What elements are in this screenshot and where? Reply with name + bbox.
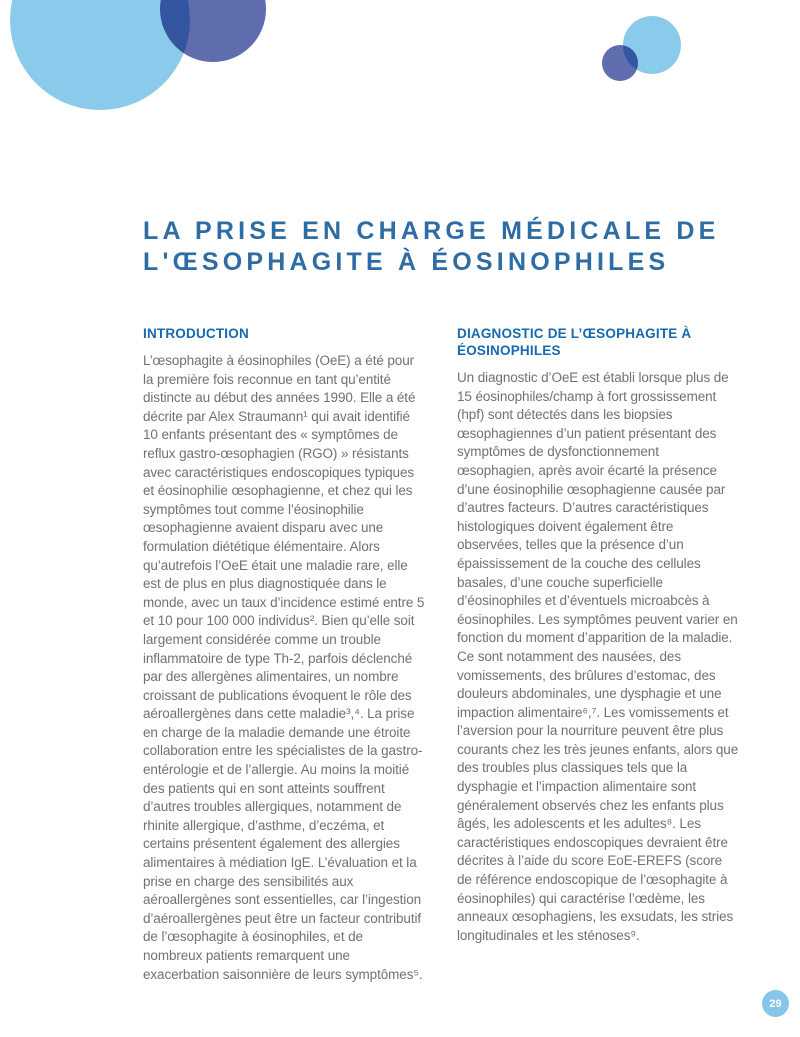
- page-number-badge: [762, 990, 789, 1017]
- section-body-diagnostic: Un diagnostic d’OeE est établi lorsque plus de 15 éosinophiles/champ à fort grossissement (hpf) sont détectés dans les biopsies œsophagiennes d’un patient présentant des symptômes de dysfonctionnement œsophagien, après avoir écarté la présence d’une éosinophilie œsophagienne causée par d’autres facteurs. D’autres caractéristiques histologiques doivent également être observées, telles que la présence d’un épaississement de la couche des cellules basales, d’une couche superficielle d’éosinophiles et d’éventuels microabcès à éosinophiles. Les symptômes peuvent varier en fonction du moment d’apparition de la maladie. Ce sont notamment des nausées, des vomissements, des brûlures d’estomac, des douleurs abdominales, une dysphagie et une impaction alimentaire⁶,⁷. Les vomissements et l’aversion pour la nourriture peuvent être plus courants chez les très jeunes enfants, alors que des troubles plus classiques tels que la dysphagie et l’impaction alimentaire sont généralement observés chez les enfants plus âgés, les adolescents et les adultes⁸. Les caractéristiques endoscopiques devraient être décrites à l’aide du score EoE-EREFS (score de référence endoscopique de l’œsophagite à éosinophiles) qui caractérise l’œdème, les anneaux œsophagiens, les exsudats, les stries longitudinales et les sténoses⁹.: [457, 370, 739, 943]
- section-diagnostic: [457, 325, 739, 984]
- section-heading-introduction: INTRODUCTION: [143, 326, 249, 341]
- page-title: [143, 216, 763, 278]
- page-title-line-1: LA PRISE EN CHARGE MÉDICALE DE: [143, 217, 720, 245]
- page-title-line-2: L'ŒSOPHAGITE À ÉOSINOPHILES: [143, 248, 670, 276]
- two-column-body: [143, 325, 739, 984]
- section-introduction: [143, 325, 425, 984]
- section-heading-diagnostic: DIAGNOSTIC DE L’ŒSOPHAGITE À ÉOSINOPHILES: [457, 326, 692, 358]
- section-body-introduction: L’œsophagite à éosinophiles (OeE) a été pour la première fois reconnue en tant qu’entité distincte au début des années 1990. Elle a été décrite par Alex Straumann¹ qui avait identifié 10 enfants présentant des « symptômes de reflux gastro-œsophagien (RGO) » résistants avec caractéristiques endoscopiques typiques et éosinophilie œsophagienne, et chez qui les symptômes tout comme l’éosinophilie œsophagienne avaient disparu avec une formulation diététique élémentaire. Alors qu’autrefois l’OeE était une maladie rare, elle est de plus en plus diagnostiquée dans le monde, avec un taux d’incidence estimé entre 5 et 10 pour 100 000 individus². Bien qu’elle soit largement considérée comme un trouble inflammatoire de type Th-2, parfois déclenché par des allergènes alimentaires, un nombre croissant de publications évoquent le rôle des aéroallergènes dans cette maladie³,⁴. La prise en charge de la maladie demande une étroite collaboration entre les spécialistes de la gastro-entérologie et de l’allergie. Au moins la moitié des patients qui en sont atteints souffrent d’autres troubles allergiques, notamment de rhinite allergique, d’asthme, d’eczéma, et certains présentent également des allergies alimentaires à médiation IgE. L’évaluation et la prise en charge des sensibilités aux aéroallergènes sont essentielles, car l’ingestion d’aéroallergènes peut être un facteur contributif de l’œsophagite à éosinophiles, et de nombreux patients remarquent une exacerbation saisonnière de leurs symptômes⁵.: [143, 353, 425, 982]
- decorative-circle-small-dark: [602, 45, 638, 81]
- page-number: 29: [769, 997, 782, 1010]
